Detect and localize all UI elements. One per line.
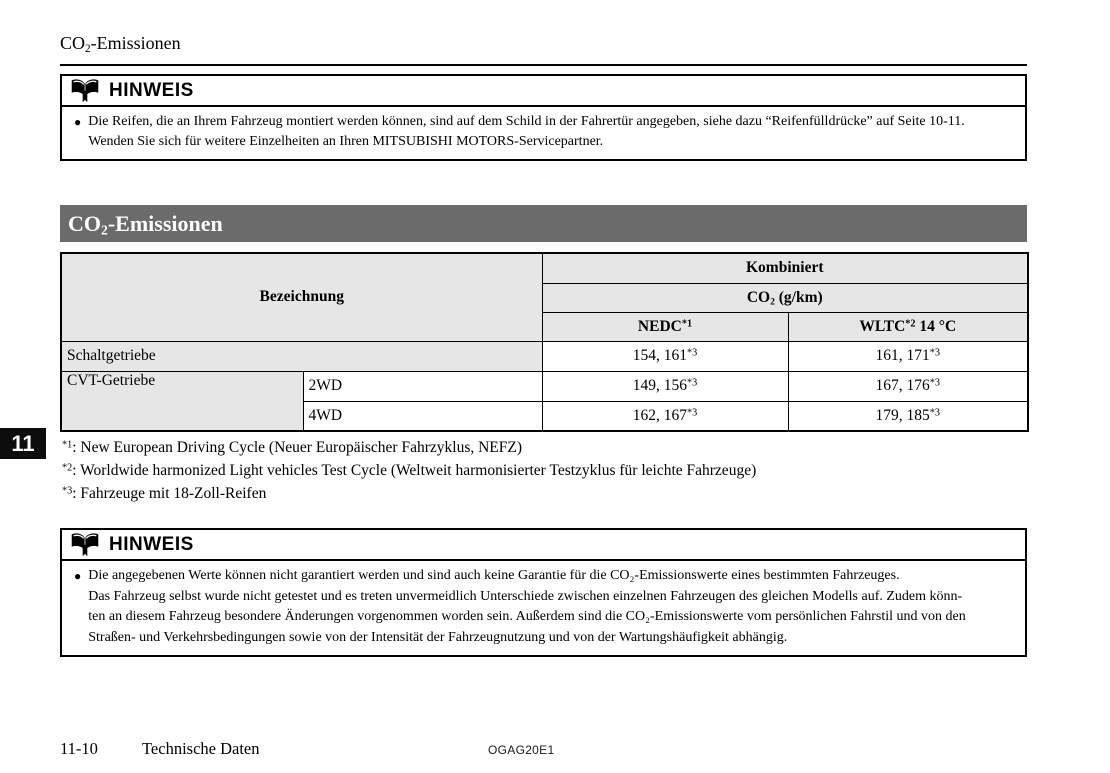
value-text: 162, 167	[632, 406, 688, 424]
notice-top-title: HINWEIS	[109, 79, 194, 101]
notice-top-line-1: Die Reifen, die an Ihrem Fahrzeug montiert werden können, sind auf dem Schild in der Fahrertür angegeben, siehe dazu “Reifenfülldrücke” auf Seite 10-11.	[88, 114, 965, 129]
value-schaltgetriebe-wltc	[788, 341, 1028, 371]
footnote-1-text: : New European Driving Cycle (Neuer Europäischer Fahrzyklus, NEFZ)	[72, 439, 523, 456]
footnote-3-marker: *3	[62, 485, 73, 497]
section-title-subscript: 2	[101, 221, 108, 237]
footnote-marker: *3	[929, 347, 940, 359]
book-icon	[70, 532, 100, 557]
running-header-text: CO	[60, 33, 86, 53]
notice-bottom-body	[62, 561, 1025, 655]
bullet-icon: ●	[74, 569, 82, 583]
wltc-label: WLTC	[859, 317, 906, 335]
value-cvt-2wd-nedc	[542, 371, 788, 401]
table-row-cvt-2wd	[61, 371, 1028, 401]
column-header-wltc	[788, 312, 1028, 341]
section-header-bar	[60, 205, 1027, 242]
wltc-footnote-marker: *2	[905, 317, 916, 329]
footnote-2	[62, 459, 756, 482]
footnotes	[62, 436, 756, 505]
value-text: 161, 171	[875, 347, 930, 364]
nedc-footnote-marker: *1	[681, 317, 693, 329]
footer-doc-code: OGAG20E1	[488, 743, 555, 757]
footnote-2-text: : Worldwide harmonized Light vehicles Test Cycle (Weltweit harmonisierter Testzyklus für leichte Fahrzeuge)	[72, 462, 757, 479]
footnote-1-marker: *1	[62, 439, 73, 451]
footnote-1	[62, 436, 756, 459]
notice-bottom-title-row	[62, 530, 1025, 561]
column-header-nedc	[542, 312, 788, 341]
table-row-schaltgetriebe	[61, 341, 1028, 371]
footer-page-number: 11-10	[60, 739, 98, 758]
notice-bottom-line-1: Die angegebenen Werte können nicht garantiert werden und sind auch keine Garantie für die CO₂-Emissionswerte eines bestimmten Fahrzeuges.	[88, 568, 900, 583]
value-text: 154, 161	[632, 347, 688, 364]
running-header-subscript: 2	[85, 42, 91, 55]
notice-bottom-line-2: Das Fahrzeug selbst wurde nicht getestet und es treten unvermeidlich Unterschiede zwischen einzelnen Fahrzeugen des gleichen Modells auf. Zudem könn-	[88, 588, 963, 604]
page-footer	[0, 739, 1110, 763]
value-cvt-4wd-wltc	[788, 401, 1028, 431]
column-header-bezeichnung: Bezeichnung	[61, 253, 542, 341]
footnote-marker: *3	[929, 407, 940, 419]
row-label-schaltgetriebe: Schaltgetriebe	[61, 341, 542, 371]
running-header-text-post: -Emissionen	[90, 33, 181, 53]
value-text: 149, 156	[632, 377, 688, 394]
section-title-text: CO	[68, 210, 101, 236]
notice-bottom-line-4: Straßen- und Verkehrsbedingungen sowie von der Intensität der Fahrzeugnutzung und von der Wartungshäufigkeit abhängig.	[88, 629, 788, 645]
notice-box-bottom	[60, 528, 1027, 657]
footnote-3	[62, 482, 756, 505]
book-icon	[70, 78, 100, 103]
footnote-marker: *3	[687, 377, 698, 389]
footnote-3-text: : Fahrzeuge mit 18-Zoll-Reifen	[72, 485, 267, 502]
notice-bottom-title: HINWEIS	[109, 533, 194, 555]
footnote-marker: *3	[687, 407, 698, 419]
nedc-label: NEDC	[637, 317, 682, 335]
wltc-temperature: 14 °C	[915, 317, 957, 335]
emissions-table	[60, 252, 1029, 432]
row-label-4wd: 4WD	[303, 401, 542, 431]
co2-text: CO	[746, 288, 771, 306]
column-header-kombiniert: Kombiniert	[542, 253, 1028, 283]
value-text: 167, 176	[875, 377, 930, 394]
notice-box-top	[60, 74, 1027, 161]
value-schaltgetriebe-nedc	[542, 341, 788, 371]
notice-top-title-row	[62, 76, 1025, 107]
header-rule	[60, 64, 1027, 66]
section-title-text-post: -Emissionen	[107, 210, 223, 236]
footer-section-title: Technische Daten	[142, 739, 260, 758]
value-cvt-2wd-wltc	[788, 371, 1028, 401]
running-header	[60, 33, 181, 54]
chapter-tab: 11	[0, 428, 46, 459]
notice-bottom-line-3: ten an diesem Fahrzeug besondere Änderungen vorgenommen worden sein. Außerdem sind die CO₂-Emissionswerte vom persönlichen Fahrstil und von den	[88, 609, 966, 624]
value-cvt-4wd-nedc	[542, 401, 788, 431]
co2-unit: (g/km)	[774, 288, 823, 306]
notice-top-line-2: Wenden Sie sich für weitere Einzelheiten an Ihren MITSUBISHI MOTORS-Servicepartner.	[88, 134, 604, 149]
footnote-marker: *3	[687, 347, 698, 359]
footnote-2-marker: *2	[62, 462, 73, 474]
row-label-2wd: 2WD	[303, 371, 542, 401]
section-title	[68, 211, 223, 237]
notice-bottom-lines	[88, 566, 1019, 648]
table-header-row-1	[61, 253, 1028, 283]
notice-top-body	[62, 107, 1025, 159]
column-header-co2	[542, 283, 1028, 312]
row-label-cvt-getriebe: CVT-Getriebe	[61, 371, 303, 431]
co2-subscript: 2	[770, 295, 775, 307]
value-text: 179, 185	[875, 406, 930, 424]
notice-top-lines	[88, 112, 1019, 152]
bullet-icon: ●	[74, 115, 82, 129]
footnote-marker: *3	[929, 377, 940, 389]
